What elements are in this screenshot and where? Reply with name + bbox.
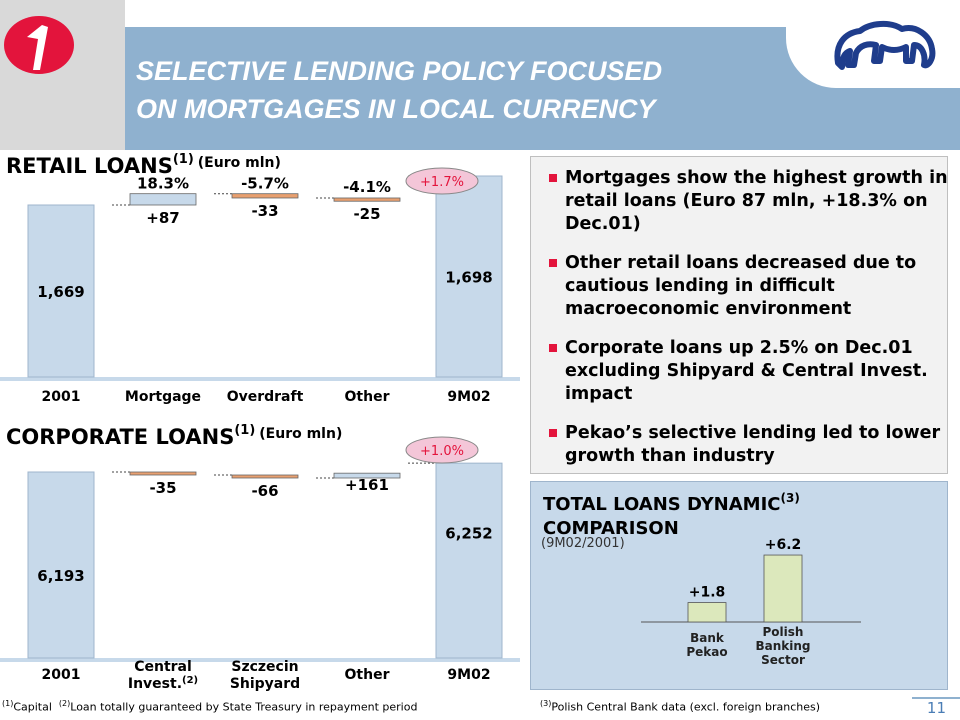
page-number: 11 (912, 697, 960, 717)
total-loans-dynamic-box (530, 481, 948, 690)
bar-value-label: +1.8 (688, 584, 726, 601)
footnote-3 (540, 699, 820, 714)
retail-loans-chart (0, 165, 520, 410)
category-note: (2) (182, 675, 199, 686)
bar-value-label: +161 (345, 476, 389, 494)
footnote-2-mark: (2) (58, 699, 71, 708)
bar-value-label: -25 (353, 205, 381, 224)
category-label: 2001 (41, 667, 81, 683)
bullet-square-icon (549, 429, 557, 437)
bullet-pekao (545, 422, 960, 468)
dynamic-comparison-chart (531, 482, 947, 689)
bar-percent-label: -4.1% (343, 177, 391, 196)
corporate-loans-chart (0, 435, 520, 700)
category-label: 9M02 (447, 389, 491, 405)
bar-value-label: 1,669 (37, 283, 85, 301)
bullet-text-corporate: Corporate loans up 2.5% on Dec.01 excluding Shipyard & Central Invest. impact (565, 338, 928, 404)
comparison-bar (764, 555, 802, 622)
bar-percent-label: -5.7% (241, 174, 289, 193)
category-label: Pekao (686, 645, 728, 659)
bar-value-label: -33 (251, 201, 279, 220)
category-label: Szczecin (231, 659, 299, 675)
bullet-text-other-retail: Other retail loans decreased due to cautious lending in difficult macroeconomic environment (565, 253, 917, 319)
chart-baseline (0, 377, 520, 381)
category-label: Polish (762, 625, 804, 639)
category-label: Banking (755, 639, 811, 653)
category-label: 9M02 (447, 667, 491, 683)
dynamic-subtitle: (9M02/2001) (541, 536, 625, 551)
bar-value-label: +87 (146, 209, 180, 227)
category-label: Central (134, 659, 192, 675)
category-label: Other (344, 389, 390, 405)
category-label: 2001 (41, 389, 81, 405)
footnote-1-2 (2, 699, 417, 714)
footnote-1-mark: (1) (2, 699, 14, 708)
category-label: Shipyard (229, 676, 301, 692)
total-bar (436, 463, 502, 658)
bar-value-label: 6,252 (445, 524, 493, 543)
dynamic-title-line1: TOTAL LOANS DYNAMIC (543, 494, 781, 515)
delta-bar (232, 475, 298, 478)
category-label: Invest.$^{(2)}$ (127, 675, 199, 692)
footnote-3-mark: (3) (540, 699, 552, 708)
dynamic-title-line2: COMPARISON (543, 518, 679, 539)
growth-badge-label: +1.0% (420, 444, 464, 459)
delta-bar (232, 194, 298, 198)
dynamic-title-note: (3) (780, 491, 800, 505)
bison-logo-icon (830, 15, 940, 77)
delta-bar (334, 198, 400, 201)
bullet-square-icon (549, 174, 557, 182)
bullet-text-pekao: Pekao’s selective lending led to lower growth than industry (565, 423, 941, 466)
corporate-loans-title: CORPORATE LOANS (6, 425, 235, 449)
retail-loans-note: (1) (172, 152, 194, 167)
bar-value-label: -35 (149, 479, 177, 497)
corporate-loans-note: (1) (234, 423, 256, 438)
comparison-bar (688, 603, 726, 622)
corporate-loans-unit: (Euro mln) (259, 426, 343, 442)
category-label: Overdraft (226, 389, 304, 405)
delta-bar (130, 194, 196, 205)
category-label: Mortgage (124, 389, 202, 405)
category-label: Sector (761, 653, 805, 667)
bar-value-label: +6.2 (764, 537, 802, 554)
growth-badge-label: +1.7% (420, 175, 464, 190)
delta-bar (130, 472, 196, 475)
page-title (136, 52, 776, 128)
total-bar (28, 472, 94, 658)
page-title-line1: SELECTIVE LENDING POLICY FOCUSED (136, 56, 663, 86)
bar-percent-label: 18.3% (136, 174, 190, 193)
bullet-square-icon (549, 259, 557, 267)
bar-value-label: 6,193 (37, 567, 85, 585)
bar-value-label: 1,698 (445, 268, 493, 287)
commentary-box (530, 156, 948, 474)
page-title-line2: ON MORTGAGES IN LOCAL CURRENCY (136, 94, 656, 124)
footnote-1-text: Capital (13, 700, 52, 714)
bullet-corporate (545, 337, 960, 406)
category-label: Bank (690, 631, 724, 645)
footnote-2-text: Loan totally guaranteed by State Treasury in repayment period (70, 700, 418, 714)
retail-loans-title: RETAIL LOANS (6, 154, 173, 178)
footnote-3-text: Polish Central Bank data (excl. foreign branches) (551, 700, 821, 714)
bullet-mortgages (545, 167, 960, 236)
retail-loans-unit: (Euro mln) (197, 155, 281, 171)
bullet-other-retail (545, 252, 960, 321)
bar-value-label: -66 (251, 482, 279, 500)
red-circle-one-logo-icon (2, 15, 76, 75)
category-label: Other (344, 667, 390, 683)
bullet-text-mortgages: Mortgages show the highest growth in retail loans (Euro 87 mln, +18.3% on Dec.01) (565, 168, 948, 234)
bullet-square-icon (549, 344, 557, 352)
